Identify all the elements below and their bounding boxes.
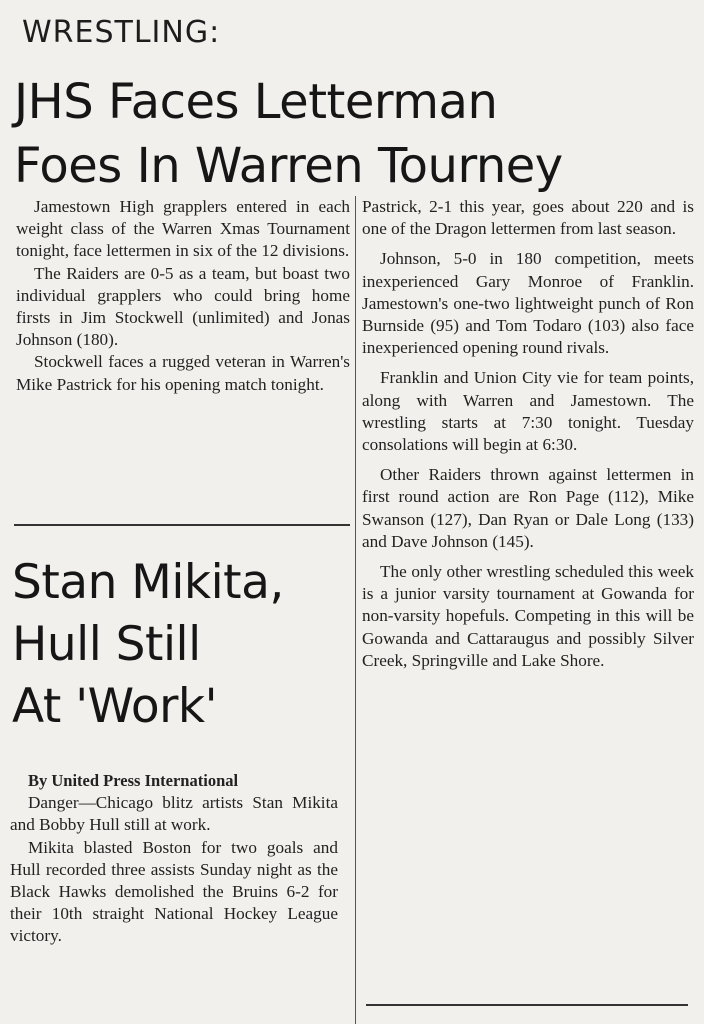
story2-paragraph: Danger—Chicago blitz artists Stan Mikita and Bobby Hull still at work. [10,793,338,835]
story1-paragraph: Johnson, 5-0 in 180 competition, meets inexperienced Gary Monroe of Franklin. Jamestown's one-two lightweight punch of Ron Burnside (95) and Tom Todaro (103) also face inexperienced opening round rivals. [362,249,694,358]
section-kicker: WRESTLING: [22,15,221,50]
story1-paragraph: The Raiders are 0-5 as a team, but boast two individual grapplers who could bring home firsts in Jim Stockwell (unlimited) and Jonas Johnson (180). [16,263,350,350]
story2-column [10,770,338,948]
divider-rule [366,1004,688,1006]
story1-headline-line2: Foes In Warren Tourney [14,138,563,194]
story1-paragraph: Pastrick, 2-1 this year, goes about 220 and is one of the Dragon lettermen from last season. [362,197,694,239]
story2-headline-line3: At 'Work' [12,679,218,734]
story2-paragraph: Mikita blasted Boston for two goals and Hull recorded three assists Sunday night as the Black Hawks demolished the Bruins 6-2 for their 10th straight National Hockey League victory. [10,837,338,946]
story2-headline-line1: Stan Mikita, [12,555,284,610]
story1-paragraph: Stockwell faces a rugged veteran in Warren's Mike Pastrick for his opening match tonight. [16,352,350,394]
story2-byline: By United Press International [28,771,239,790]
story1-paragraph: Franklin and Union City vie for team points, along with Warren and Jamestown. The wrestling starts at 7:30 tonight. Tuesday consolations will begin at 6:30. [362,368,694,455]
story1-right-column [362,196,694,672]
divider-rule [14,524,350,526]
story1-paragraph: Jamestown High grapplers entered in each weight class of the Warren Xmas Tournament tonight, face lettermen in six of the 12 divisions. [16,197,350,261]
story2-headline [12,552,284,738]
story1-left-column [16,196,350,396]
story2-headline-line2: Hull Still [12,617,201,672]
story1-paragraph: The only other wrestling scheduled this week is a junior varsity tournament at Gowanda for non-varsity hopefuls. Competing in this will be Gowanda and Cattaraugus and possibly Silver Creek, Springville and Lake Shore. [362,562,694,670]
story1-headline [14,70,563,198]
story1-headline-line1: JHS Faces Letterman [14,74,498,130]
story1-paragraph: Other Raiders thrown against lettermen in first round action are Ron Page (112), Mike Swanson (127), Dan Ryan or Dale Long (133) and Dave Johnson (145). [362,465,694,551]
column-rule [355,196,356,1024]
